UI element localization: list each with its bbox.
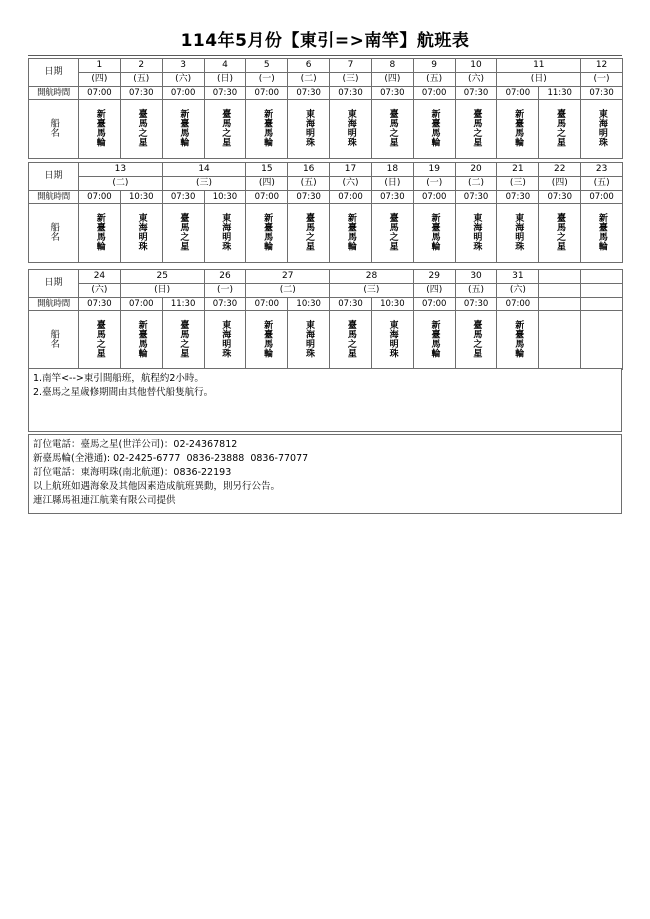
weekday-cell: (四) bbox=[371, 73, 413, 87]
ship-name-text: 東海明珠 bbox=[345, 108, 356, 147]
weekday-cell: (二) bbox=[455, 177, 497, 191]
row-label-departure-time: 開航時間 bbox=[29, 87, 79, 100]
departure-time-cell: 07:00 bbox=[330, 191, 372, 204]
ship-name-text: 新臺馬輪 bbox=[178, 108, 189, 147]
schedule-block bbox=[28, 162, 623, 263]
ship-name-cell bbox=[162, 100, 204, 159]
day-number-cell: 14 bbox=[162, 163, 246, 177]
ship-name-cell bbox=[162, 204, 204, 263]
schedule-block bbox=[28, 269, 623, 370]
weekday-cell bbox=[581, 284, 623, 298]
row-label-ship-name-text: 船名 bbox=[48, 118, 60, 137]
row-label-date: 日期 bbox=[29, 270, 79, 298]
weekday-cell: (四) bbox=[539, 177, 581, 191]
weekday-cell: (三) bbox=[330, 73, 372, 87]
departure-time-cell: 07:30 bbox=[581, 87, 623, 100]
day-number-cell: 15 bbox=[246, 163, 288, 177]
ship-name-text: 臺馬之星 bbox=[303, 212, 314, 251]
ship-name-cell bbox=[581, 204, 623, 263]
day-number-cell: 20 bbox=[455, 163, 497, 177]
day-number-cell: 18 bbox=[371, 163, 413, 177]
departure-time-cell: 07:30 bbox=[79, 298, 121, 311]
departure-time-cell: 07:00 bbox=[246, 298, 288, 311]
ship-name-text: 新臺馬輪 bbox=[345, 212, 356, 251]
weekday-cell: (六) bbox=[455, 73, 497, 87]
weekday-cell: (六) bbox=[162, 73, 204, 87]
departure-time-cell bbox=[581, 298, 623, 311]
departure-time-cell: 07:00 bbox=[246, 191, 288, 204]
ship-name-cell bbox=[162, 311, 204, 370]
ship-name-text: 臺馬之星 bbox=[555, 212, 566, 251]
departure-time-row bbox=[29, 298, 623, 311]
ship-name-cell bbox=[497, 204, 539, 263]
row-label-ship-name-text: 船名 bbox=[48, 222, 60, 241]
ship-name-text: 新臺馬輪 bbox=[429, 319, 440, 358]
ship-name-cell bbox=[330, 100, 372, 159]
day-number-cell: 16 bbox=[288, 163, 330, 177]
ship-name-row bbox=[29, 204, 623, 263]
ship-name-cell bbox=[539, 311, 581, 370]
day-number-cell: 29 bbox=[413, 270, 455, 284]
ship-name-cell bbox=[120, 311, 162, 370]
weekday-cell: (四) bbox=[79, 73, 121, 87]
ship-name-text: 新臺馬輪 bbox=[429, 108, 440, 147]
weekday-cell: (六) bbox=[497, 284, 539, 298]
weekday-cell: (一) bbox=[413, 177, 455, 191]
day-number-cell: 23 bbox=[581, 163, 623, 177]
ship-name-text: 東海明珠 bbox=[136, 212, 147, 251]
ship-name-text: 東海明珠 bbox=[471, 212, 482, 251]
contact-line: 訂位電話：臺馬之星(世洋公司)：02-24367812 bbox=[33, 439, 238, 450]
row-label-ship-name bbox=[29, 204, 79, 263]
ship-name-cell bbox=[330, 311, 372, 370]
notes-box bbox=[28, 368, 622, 432]
schedule-block bbox=[28, 58, 623, 159]
ship-name-cell bbox=[497, 311, 539, 370]
day-number-cell: 10 bbox=[455, 59, 497, 73]
ship-name-text: 東海明珠 bbox=[596, 108, 607, 147]
contact-line: 訂位電話：東海明珠(南北航運)：0836-22193 bbox=[33, 467, 232, 478]
weekday-cell: (五) bbox=[581, 177, 623, 191]
weekday-cell: (日) bbox=[371, 177, 413, 191]
departure-time-cell: 10:30 bbox=[288, 298, 330, 311]
contact-line: 以上航班如遇海象及其他因素造成航班異動，則另行公告。 bbox=[33, 481, 281, 492]
ship-name-row bbox=[29, 311, 623, 370]
page-title: 114年5月份【東引=>南竿】航班表 bbox=[180, 31, 470, 51]
day-number-cell: 21 bbox=[497, 163, 539, 177]
departure-time-cell: 07:00 bbox=[497, 87, 539, 100]
row-label-ship-name-text: 船名 bbox=[48, 329, 60, 348]
row-label-departure-time: 開航時間 bbox=[29, 191, 79, 204]
ship-name-cell bbox=[581, 100, 623, 159]
day-number-cell: 11 bbox=[497, 59, 581, 73]
weekday-cell: (日) bbox=[204, 73, 246, 87]
departure-time-cell: 11:30 bbox=[539, 87, 581, 100]
note-line: 1.南竿<-->東引間船班，航程約2小時。 bbox=[33, 373, 204, 384]
departure-time-cell: 07:00 bbox=[120, 298, 162, 311]
weekday-cell: (二) bbox=[288, 73, 330, 87]
ship-name-cell bbox=[246, 204, 288, 263]
ship-name-text: 臺馬之星 bbox=[94, 319, 105, 358]
ship-name-text: 臺馬之星 bbox=[220, 108, 231, 147]
day-number-cell: 28 bbox=[330, 270, 414, 284]
row-label-date: 日期 bbox=[29, 59, 79, 87]
ship-name-text: 臺馬之星 bbox=[387, 108, 398, 147]
departure-time-cell: 07:00 bbox=[246, 87, 288, 100]
date-row bbox=[29, 163, 623, 177]
departure-time-cell: 07:30 bbox=[455, 87, 497, 100]
day-number-cell: 25 bbox=[120, 270, 204, 284]
row-label-ship-name bbox=[29, 311, 79, 370]
day-number-cell: 2 bbox=[120, 59, 162, 73]
departure-time-cell: 07:30 bbox=[204, 87, 246, 100]
departure-time-cell: 07:30 bbox=[455, 191, 497, 204]
ship-name-text: 東海明珠 bbox=[303, 108, 314, 147]
ship-name-cell bbox=[120, 204, 162, 263]
weekday-cell: (三) bbox=[497, 177, 539, 191]
ship-name-text: 臺馬之星 bbox=[471, 108, 482, 147]
departure-time-row bbox=[29, 87, 623, 100]
day-number-cell: 3 bbox=[162, 59, 204, 73]
ship-name-cell bbox=[246, 311, 288, 370]
weekday-cell: (日) bbox=[120, 284, 204, 298]
day-number-cell: 9 bbox=[413, 59, 455, 73]
contact-line: 連江縣馬祖連江航業有限公司提供 bbox=[33, 495, 176, 506]
day-number-cell: 13 bbox=[79, 163, 163, 177]
weekday-cell: (日) bbox=[497, 73, 581, 87]
ship-name-cell bbox=[79, 204, 121, 263]
departure-time-cell bbox=[539, 298, 581, 311]
ship-name-cell bbox=[371, 311, 413, 370]
ship-name-text: 新臺馬輪 bbox=[513, 319, 524, 358]
ship-name-cell bbox=[330, 204, 372, 263]
day-number-cell: 8 bbox=[371, 59, 413, 73]
weekday-row bbox=[29, 284, 623, 298]
ship-name-text: 臺馬之星 bbox=[136, 108, 147, 147]
departure-time-row bbox=[29, 191, 623, 204]
ship-name-cell bbox=[246, 100, 288, 159]
weekday-cell: (二) bbox=[79, 177, 163, 191]
weekday-cell: (四) bbox=[413, 284, 455, 298]
ship-name-text: 新臺馬輪 bbox=[596, 212, 607, 251]
title-divider bbox=[28, 55, 622, 56]
ship-name-text: 新臺馬輪 bbox=[513, 108, 524, 147]
row-label-date: 日期 bbox=[29, 163, 79, 191]
weekday-cell: (六) bbox=[330, 177, 372, 191]
ship-name-cell bbox=[455, 311, 497, 370]
ship-name-cell bbox=[204, 311, 246, 370]
departure-time-cell: 07:30 bbox=[330, 87, 372, 100]
ship-name-cell bbox=[204, 100, 246, 159]
contact-line: 新臺馬輪(全港通): 02-2425-6777 0836-23888 0836-77077 bbox=[33, 453, 309, 464]
ship-name-text: 新臺馬輪 bbox=[94, 108, 105, 147]
ship-name-cell bbox=[371, 100, 413, 159]
day-number-cell: 26 bbox=[204, 270, 246, 284]
departure-time-cell: 07:00 bbox=[581, 191, 623, 204]
ship-name-text: 臺馬之星 bbox=[471, 319, 482, 358]
day-number-cell: 22 bbox=[539, 163, 581, 177]
departure-time-cell: 07:00 bbox=[79, 191, 121, 204]
contact-box bbox=[28, 434, 622, 514]
ship-name-text: 臺馬之星 bbox=[387, 212, 398, 251]
weekday-cell: (一) bbox=[204, 284, 246, 298]
ship-name-cell bbox=[288, 311, 330, 370]
ship-name-cell bbox=[204, 204, 246, 263]
ship-name-text: 東海明珠 bbox=[387, 319, 398, 358]
note-line: 2.臺馬之星歲修期間由其他替代船隻航行。 bbox=[33, 387, 214, 398]
departure-time-cell: 07:00 bbox=[413, 298, 455, 311]
ship-name-text: 東海明珠 bbox=[220, 319, 231, 358]
departure-time-cell: 07:00 bbox=[79, 87, 121, 100]
ship-name-text: 東海明珠 bbox=[303, 319, 314, 358]
departure-time-cell: 11:30 bbox=[162, 298, 204, 311]
ship-name-cell bbox=[539, 204, 581, 263]
ship-name-text: 新臺馬輪 bbox=[136, 319, 147, 358]
ship-name-cell bbox=[539, 100, 581, 159]
weekday-cell: (三) bbox=[162, 177, 246, 191]
day-number-cell: 4 bbox=[204, 59, 246, 73]
ship-name-text: 東海明珠 bbox=[513, 212, 524, 251]
ship-name-cell bbox=[581, 311, 623, 370]
weekday-cell: (六) bbox=[79, 284, 121, 298]
ship-name-text: 臺馬之星 bbox=[178, 212, 189, 251]
weekday-row bbox=[29, 177, 623, 191]
row-label-ship-name bbox=[29, 100, 79, 159]
departure-time-cell: 07:30 bbox=[120, 87, 162, 100]
ship-name-text: 臺馬之星 bbox=[178, 319, 189, 358]
ship-name-cell bbox=[413, 204, 455, 263]
ship-name-text: 臺馬之星 bbox=[555, 108, 566, 147]
ship-name-cell bbox=[79, 100, 121, 159]
ship-name-cell bbox=[120, 100, 162, 159]
ship-name-cell bbox=[497, 100, 539, 159]
day-number-cell: 1 bbox=[79, 59, 121, 73]
ship-name-text: 新臺馬輪 bbox=[429, 212, 440, 251]
ship-name-text: 東海明珠 bbox=[220, 212, 231, 251]
departure-time-cell: 07:30 bbox=[371, 87, 413, 100]
departure-time-cell: 07:00 bbox=[413, 191, 455, 204]
weekday-cell: (一) bbox=[246, 73, 288, 87]
weekday-cell: (四) bbox=[246, 177, 288, 191]
day-number-cell: 19 bbox=[413, 163, 455, 177]
weekday-row bbox=[29, 73, 623, 87]
day-number-cell: 5 bbox=[246, 59, 288, 73]
day-number-cell: 12 bbox=[581, 59, 623, 73]
day-number-cell: 7 bbox=[330, 59, 372, 73]
departure-time-cell: 07:30 bbox=[204, 298, 246, 311]
weekday-cell bbox=[539, 284, 581, 298]
day-number-cell: 27 bbox=[246, 270, 330, 284]
weekday-cell: (五) bbox=[455, 284, 497, 298]
departure-time-cell: 07:00 bbox=[413, 87, 455, 100]
departure-time-cell: 07:30 bbox=[455, 298, 497, 311]
weekday-cell: (五) bbox=[288, 177, 330, 191]
departure-time-cell: 07:00 bbox=[497, 298, 539, 311]
departure-time-cell: 07:30 bbox=[288, 191, 330, 204]
weekday-cell: (三) bbox=[330, 284, 414, 298]
departure-time-cell: 07:30 bbox=[539, 191, 581, 204]
ship-name-row bbox=[29, 100, 623, 159]
weekday-cell: (五) bbox=[120, 73, 162, 87]
ship-name-cell bbox=[455, 204, 497, 263]
ship-name-text: 新臺馬輪 bbox=[262, 212, 273, 251]
weekday-cell: (二) bbox=[246, 284, 330, 298]
departure-time-cell: 07:30 bbox=[371, 191, 413, 204]
day-number-cell bbox=[581, 270, 623, 284]
day-number-cell: 17 bbox=[330, 163, 372, 177]
row-label-departure-time: 開航時間 bbox=[29, 298, 79, 311]
day-number-cell: 24 bbox=[79, 270, 121, 284]
date-row bbox=[29, 270, 623, 284]
ship-name-text: 新臺馬輪 bbox=[262, 319, 273, 358]
departure-time-cell: 07:30 bbox=[162, 191, 204, 204]
ship-name-cell bbox=[413, 100, 455, 159]
ship-name-text: 新臺馬輪 bbox=[94, 212, 105, 251]
ship-name-text: 臺馬之星 bbox=[345, 319, 356, 358]
departure-time-cell: 10:30 bbox=[120, 191, 162, 204]
departure-time-cell: 10:30 bbox=[371, 298, 413, 311]
day-number-cell bbox=[539, 270, 581, 284]
departure-time-cell: 07:30 bbox=[330, 298, 372, 311]
date-row bbox=[29, 59, 623, 73]
day-number-cell: 30 bbox=[455, 270, 497, 284]
departure-time-cell: 07:00 bbox=[162, 87, 204, 100]
weekday-cell: (五) bbox=[413, 73, 455, 87]
departure-time-cell: 07:30 bbox=[497, 191, 539, 204]
ship-name-cell bbox=[288, 100, 330, 159]
ship-name-cell bbox=[371, 204, 413, 263]
ship-name-text: 新臺馬輪 bbox=[262, 108, 273, 147]
departure-time-cell: 10:30 bbox=[204, 191, 246, 204]
weekday-cell: (一) bbox=[581, 73, 623, 87]
day-number-cell: 6 bbox=[288, 59, 330, 73]
ship-name-cell bbox=[79, 311, 121, 370]
day-number-cell: 31 bbox=[497, 270, 539, 284]
departure-time-cell: 07:30 bbox=[288, 87, 330, 100]
ship-name-cell bbox=[288, 204, 330, 263]
ship-name-cell bbox=[455, 100, 497, 159]
ship-name-cell bbox=[413, 311, 455, 370]
